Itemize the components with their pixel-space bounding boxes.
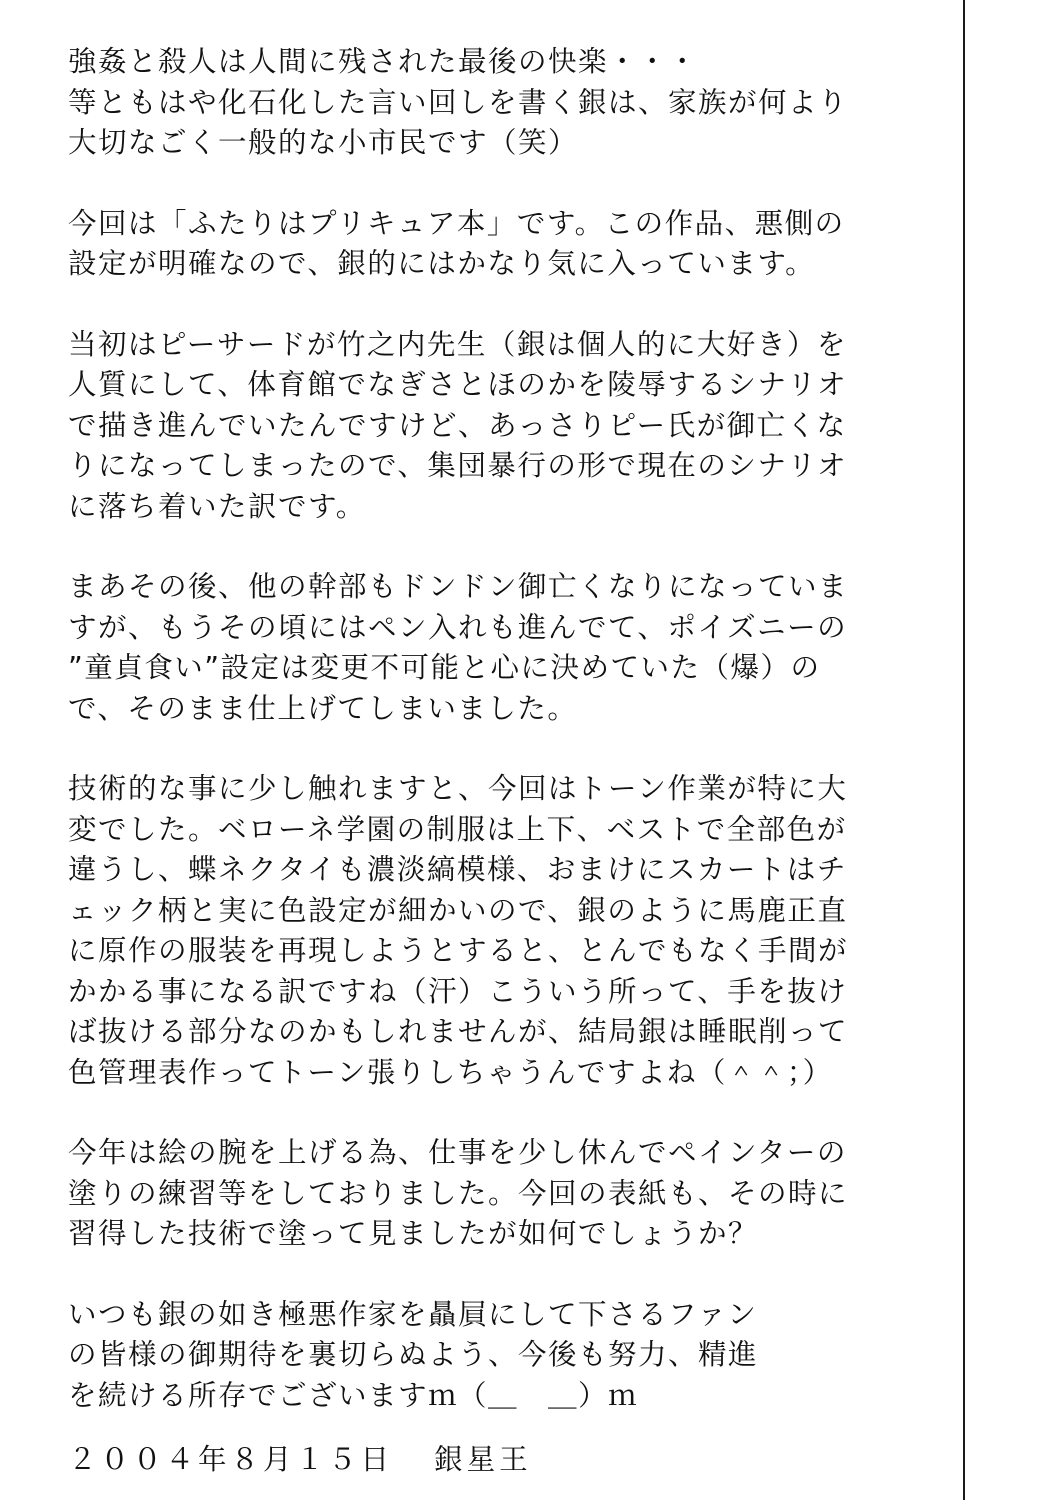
text-line: に落ち着いた訳です。 <box>68 489 366 523</box>
signature-author: 銀星王 <box>434 1443 532 1476</box>
text-line: 塗りの練習等をしておりました。今回の表紙も、その時に <box>68 1176 849 1210</box>
text-line: すが、もうその頃にはペン入れも進んでて、ポイズニーの <box>68 610 848 644</box>
paragraph-scenario <box>68 325 948 528</box>
text-line: 人質にして、体育館でなぎさとほのかを陵辱するシナリオ <box>68 368 848 401</box>
text-line: 色管理表作ってトーン張りしちゃうんですよね（＾＾；） <box>68 1055 833 1089</box>
text-line: の皆様の御期待を裏切らぬよう、今後も努力、精進 <box>68 1338 759 1371</box>
paragraph-technical <box>68 769 948 1093</box>
text-line: 大切なごく一般的な小市民です（笑） <box>68 126 579 159</box>
text-line: 違うし、蝶ネクタイも濃淡縞模様、おまけにスカートはチ <box>68 853 847 886</box>
page-edge-rule <box>963 0 965 1500</box>
text-line: 今年は絵の腕を上げる為、仕事を少し休んでペインターの <box>68 1136 847 1169</box>
signature-date: ２００４年８月１５日 <box>68 1443 394 1476</box>
text-line: に原作の服装を再現しようとすると、とんでもなく手間が <box>68 934 849 967</box>
paragraph-aftermath <box>68 567 948 729</box>
paragraph-theme <box>68 204 948 285</box>
text-line: で描き進んでいたんですけど、あっさりピー氏が御亡くな <box>68 408 847 442</box>
text-line: 習得した技術で塗って見ましたが如何でしょうか？ <box>68 1217 759 1250</box>
text-line: ば抜ける部分なのかもしれませんが、結局銀は睡眠削って <box>68 1015 849 1048</box>
paragraph-opening <box>68 42 948 164</box>
text-line: 今回は「ふたりはプリキュア本」です。この作品、悪側の <box>68 206 845 240</box>
text-line: で、そのまま仕上げてしまいました。 <box>68 691 578 725</box>
afterword-text <box>68 42 948 1416</box>
paragraph-closing <box>68 1295 948 1417</box>
text-line: りになってしまったので、集団暴行の形で現在のシナリオ <box>68 449 848 482</box>
text-line: 技術的な事に少し触れますと、今回はトーン作業が特に大 <box>68 772 848 805</box>
text-line: 当初はピーサードが竹之内先生（銀は個人的に大好き）を <box>68 327 847 361</box>
text-line: いつも銀の如き極悪作家を贔屓にして下さるファン <box>68 1297 758 1331</box>
signature-line <box>68 1440 532 1481</box>
text-line: ”童貞食い”設定は変更不可能と心に決めていた（爆）の <box>68 651 821 684</box>
text-line: 設定が明確なので、銀的にはかなり気に入っています。 <box>68 247 816 280</box>
text-line: 等ともはや化石化した言い回しを書く銀は、家族が何より <box>68 85 849 119</box>
text-line: まあその後、他の幹部もドンドン御亡くなりになっていま <box>68 570 849 603</box>
text-line: ェック柄と実に色設定が細かいので、銀のように馬鹿正直 <box>68 893 848 927</box>
paragraph-practice <box>68 1133 948 1255</box>
text-line: 強姦と殺人は人間に残された最後の快楽・・・ <box>68 45 699 78</box>
text-line: 変でした。ベローネ学園の制服は上下、ベストで全部色が <box>68 812 847 846</box>
text-line: を続ける所存でございますｍ（＿ ＿）ｍ <box>68 1378 639 1412</box>
text-line: かかる事になる訳ですね（汗）こういう所って、手を抜け <box>68 974 848 1008</box>
